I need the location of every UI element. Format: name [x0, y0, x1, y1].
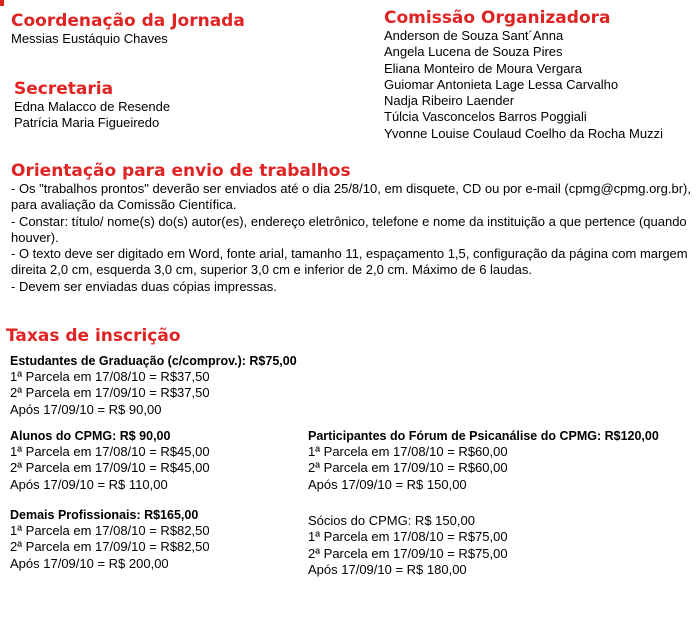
secretaria-name: Patrícia Maria Figueiredo	[14, 115, 160, 131]
orientacao-section	[11, 161, 691, 295]
fee-line: 1ª Parcela em 17/08/10 = R$75,00	[308, 529, 508, 545]
fee-line: Após 17/09/10 = R$ 90,00	[10, 401, 162, 417]
fee-line: 1ª Parcela em 17/08/10 = R$82,50	[10, 523, 210, 538]
comissao-name: Angela Lucena de Souza Pires	[384, 44, 563, 60]
fee-group-estudantes	[10, 353, 297, 418]
fee-group-participantes	[308, 428, 659, 493]
fee-group-socios	[308, 513, 508, 578]
coordenacao-name: Messias Eustáquio Chaves	[11, 31, 168, 46]
orientacao-item: - Constar: título/ nome(s) do(s) autor(es), endereço eletrônico, telefone e nome da instituição a que pertence (quando houver).	[11, 213, 687, 245]
fee-group-heading: Sócios do CPMG: R$ 150,00	[308, 513, 475, 528]
comissao-name: Túlcia Vasconcelos Barros Poggiali	[384, 109, 587, 125]
fee-group-demais	[10, 507, 210, 572]
comissao-name: Yvonne Louise Coulaud Coelho da Rocha Muzzi	[384, 125, 663, 141]
fee-line: Após 17/09/10 = R$ 110,00	[10, 476, 168, 492]
fee-line: 2ª Parcela em 17/09/10 = R$75,00	[308, 545, 508, 561]
secretaria-name: Edna Malacco de Resende	[14, 99, 171, 114]
coordenacao-title: Coordenação da Jornada	[11, 11, 245, 31]
fee-line: 1ª Parcela em 17/08/10 = R$37,50	[10, 369, 210, 384]
secretaria-section	[14, 79, 170, 132]
fee-line: Após 17/09/10 = R$ 150,00	[308, 476, 467, 492]
orientacao-item: - Os "trabalhos prontos" deverão ser enviados até o dia 25/8/10, em disquete, CD ou por e-mail (cpmg@cpmg.org.br), para avaliação da Comissão Científica.	[11, 181, 691, 213]
fee-line: 2ª Parcela em 17/09/10 = R$82,50	[10, 539, 210, 555]
fee-group-heading: Estudantes de Graduação (c/comprov.): R$75,00	[10, 354, 297, 368]
orientacao-item: - Devem ser enviadas duas cópias impressas.	[11, 278, 277, 294]
fee-line: 1ª Parcela em 17/08/10 = R$45,00	[10, 444, 210, 459]
coordenacao-section	[11, 11, 245, 47]
orientacao-item: - O texto deve ser digitado em Word, fonte arial, tamanho 11, espaçamento 1,5, configuração da página com margem direita 2,0 cm, esquerda 3,0 cm, superior 3,0 cm e inferior de 2,0 cm. Máximo de 6 laudas.	[11, 246, 688, 278]
comissao-name: Eliana Monteiro de Moura Vergara	[384, 60, 583, 76]
comissao-title: Comissão Organizadora	[384, 8, 611, 28]
taxas-title: Taxas de inscrição	[6, 326, 181, 346]
fee-group-alunos	[10, 428, 210, 493]
comissao-name: Nadja Ribeiro Laender	[384, 93, 515, 109]
fee-line: 1ª Parcela em 17/08/10 = R$60,00	[308, 444, 508, 459]
comissao-section	[384, 8, 663, 142]
fee-line: 2ª Parcela em 17/09/10 = R$60,00	[308, 460, 508, 476]
corner-mark	[0, 0, 4, 6]
fee-line: Após 17/09/10 = R$ 180,00	[308, 561, 467, 577]
fee-line: 2ª Parcela em 17/09/10 = R$37,50	[10, 385, 210, 401]
fee-line: Após 17/09/10 = R$ 200,00	[10, 555, 169, 571]
fee-group-heading: Participantes do Fórum de Psicanálise do CPMG: R$120,00	[308, 429, 659, 443]
secretaria-title: Secretaria	[14, 79, 114, 99]
comissao-name: Guiomar Antonieta Lage Lessa Carvalho	[384, 76, 619, 92]
comissao-name: Anderson de Souza Sant´Anna	[384, 28, 564, 43]
orientacao-title: Orientação para envio de trabalhos	[11, 161, 351, 181]
fee-line: 2ª Parcela em 17/09/10 = R$45,00	[10, 460, 210, 476]
fee-group-heading: Alunos do CPMG: R$ 90,00	[10, 429, 171, 443]
fee-group-heading: Demais Profissionais: R$165,00	[10, 508, 199, 522]
